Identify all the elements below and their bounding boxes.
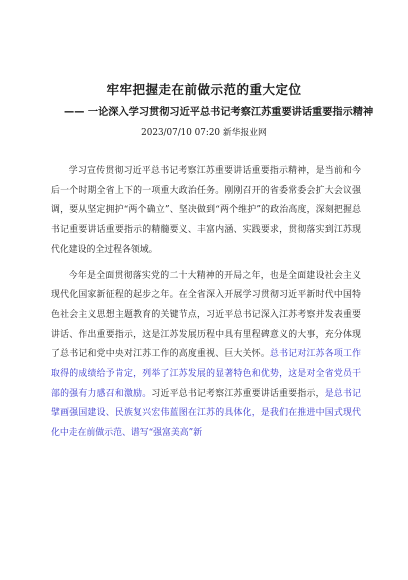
article-body	[51, 162, 361, 444]
highlighted-text: 总书记对江苏各项工作取得的成绩给予肯定，列举了江苏发展的显著特色和优势，这是对全省党员干部的强有力感召和激励。	[51, 349, 361, 399]
article-title: 牢牢把握走在前做示范的重大定位	[106, 82, 302, 97]
paragraph-1	[51, 162, 361, 261]
paragraph-2	[51, 267, 361, 444]
highlighted-text: 是总书记擘画强国建设、民族复兴宏伟蓝图在江苏的具体化，是我们在推进中国式现代化中走在前做示范、谱写“强富美高”新	[51, 388, 361, 439]
article-subtitle: —— 一论深入学习贯彻习近平总书记考察江苏重要讲话重要指示精神	[64, 107, 374, 118]
paragraph-text: 习近平总书记考察江苏重要讲话重要指示，	[151, 388, 325, 399]
article-meta: 2023/07/10 07:20 新华报业网	[141, 128, 267, 138]
paragraph-text: 学习宣传贯彻习近平总书记考察江苏重要讲话重要指示精神，是当前和今后一个时期全省上下的一项重大政治任务。刚刚召开的省委常委会扩大会议强调，要从坚定拥护“两个确立”、坚决做到“两个维护”的政治高度，深刻把握总书记重要讲话重要指示的精髓要义、丰富内涵、实践要求，贯彻落实到江苏现代化建设的全过程各领域。	[51, 166, 361, 255]
paragraph-text: 今年是全面贯彻落实党的二十大精神的开局之年，也是全面建设社会主义现代化国家新征程的起步之年。在全省深入开展学习贯彻习近平新时代中国特色社会主义思想主题教育的关键节点，习近平总书记深入江苏考察并发表重要讲话、作出重要指示，这是江苏发展历程中具有里程碑意义的大事，充分体现了总书记和党中央对江苏工作的高度重视、巨大关怀。	[51, 270, 361, 360]
